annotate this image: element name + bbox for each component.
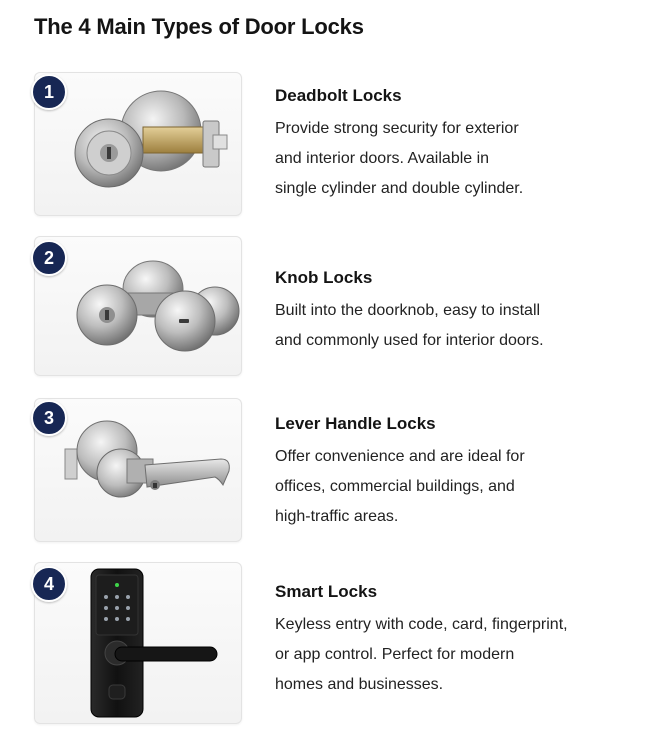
description-line: offices, commercial buildings, and [275, 478, 515, 495]
page-title: The 4 Main Types of Door Locks [34, 14, 364, 39]
description-line: Built into the doorknob, easy to install [275, 302, 541, 319]
lock-type-description [275, 114, 635, 204]
lock-type-name: Smart Locks [275, 582, 378, 601]
lock-type-name: Lever Handle Locks [275, 414, 436, 433]
lock-type-description [275, 442, 635, 532]
description-line: high-traffic areas. [275, 508, 399, 525]
description-line: Provide strong security for exterior [275, 120, 519, 137]
step-number-badge: 4 [31, 566, 67, 602]
step-number-badge: 3 [31, 400, 67, 436]
description-line: or app control. Perfect for modern [275, 646, 515, 663]
lock-type-name: Deadbolt Locks [275, 86, 402, 105]
description-line: and interior doors. Available in [275, 150, 490, 167]
description-line: Offer convenience and are ideal for [275, 448, 525, 465]
step-number-badge: 1 [31, 74, 67, 110]
step-number-badge: 2 [31, 240, 67, 276]
description-line: homes and businesses. [275, 676, 444, 693]
description-line: single cylinder and double cylinder. [275, 180, 524, 197]
lock-type-description [275, 296, 635, 356]
description-line: and commonly used for interior doors. [275, 332, 544, 349]
lock-type-name: Knob Locks [275, 268, 373, 287]
lock-type-description [275, 610, 635, 700]
description-line: Keyless entry with code, card, fingerprint, [275, 616, 568, 633]
